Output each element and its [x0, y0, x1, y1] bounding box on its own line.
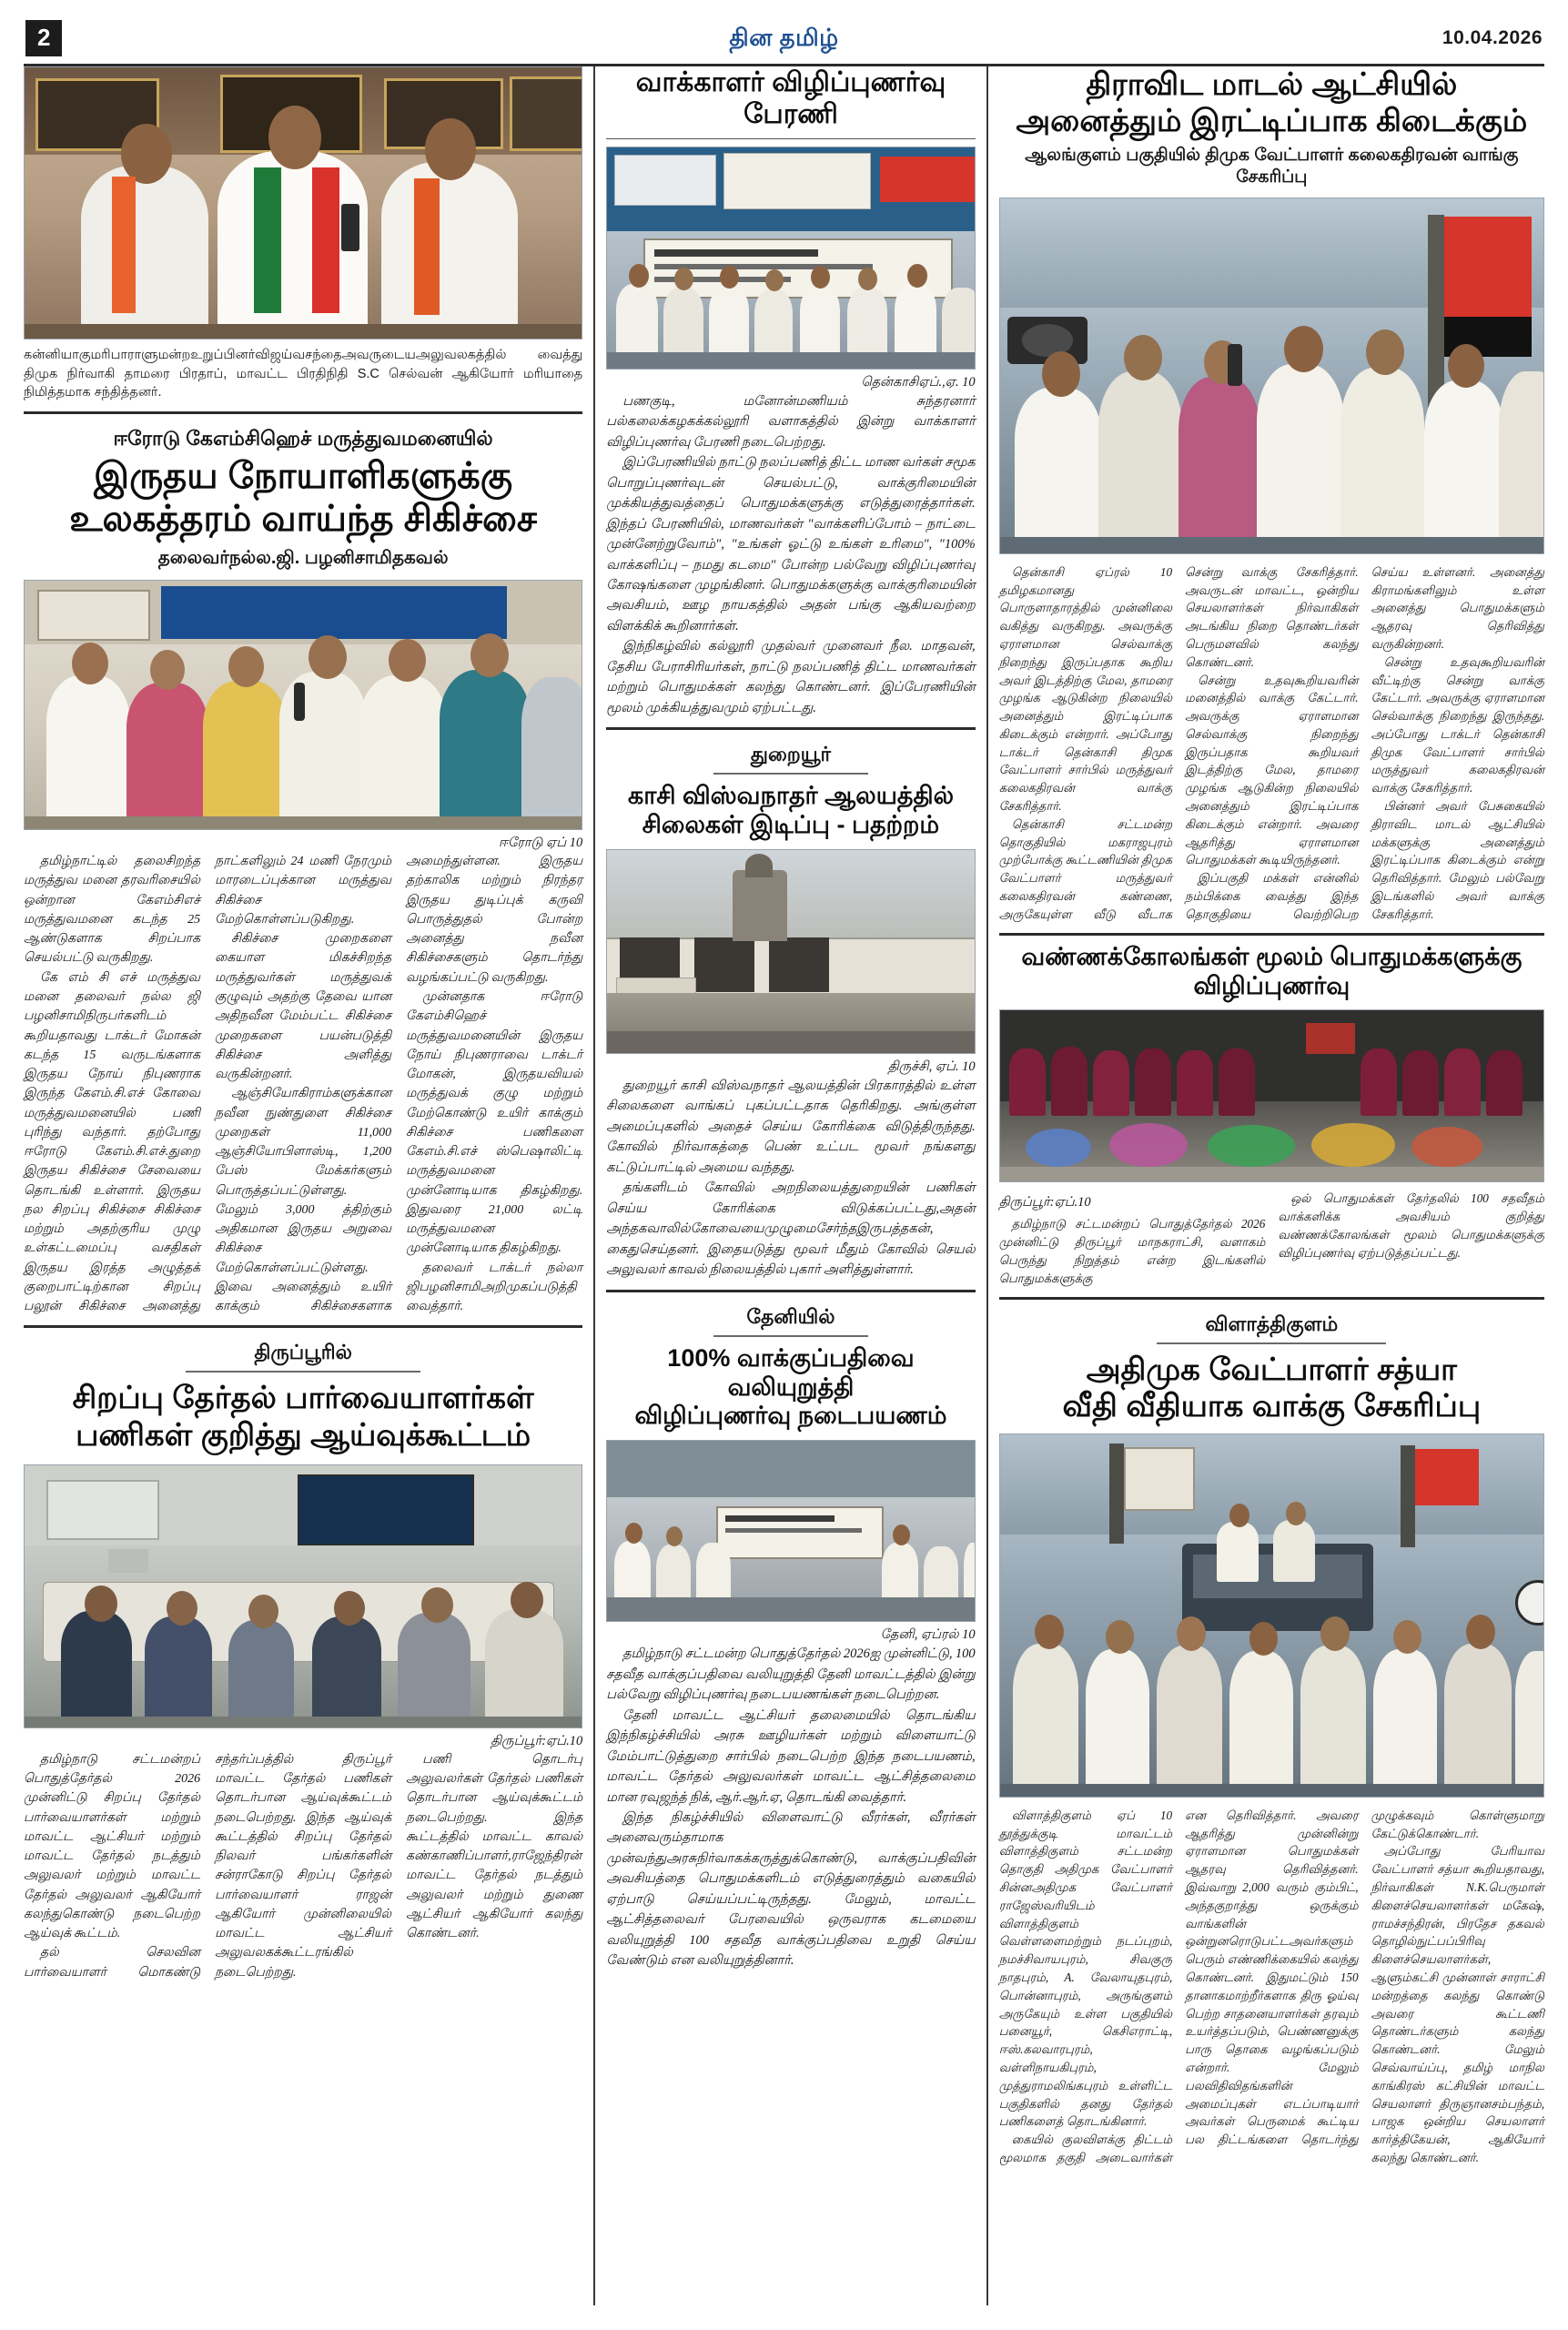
right-article3-headline-line2: வீதி வீதியாக வாக்கு சேகரிப்பு: [1062, 1388, 1482, 1423]
divider: [999, 1297, 1544, 1300]
article-kicker-tiruppur: திருப்பூரில்: [254, 1341, 352, 1364]
article-body-tiruppur: [24, 1750, 582, 1982]
paragraph: சென்று உதவுகூறியவரின் மனைத்தில் வாக்கு கேட்டார். அவருக்கு ஏராளமான செல்வாக்கு நிறைந்து இருப்பதாக கூறியவர் இடத்திற்கு மேல, தாமரை முழங்க ஆடுகின்ற நிலையில் அனைத்தும் இரட்டிப்பாக கிடைக்கும் என்றார். அவரை ஆதரித்து ஏராளமான பொதுமக்கள் கூடியிருந்தனர்.: [1185, 673, 1359, 867]
paragraph: இந்நிகழ்வில் கல்லூரி முதல்வர் முனைவர் நீல. மாதவன், தேசிய பேராசிரியர்கள், நாட்டு நலப்பணித் திட்ட மாணவர்கள் மற்றும் பொதுமக்கள் கலந்து கொண்டனர். இப்பேரணியின் மூலம் முக்கியத்துவமும் ஏற்பட்டது.: [606, 639, 976, 715]
paragraph: சிகிச்சை முறைகளை கையாள மிகச்சிறந்த மருத்துவர்கள் மருத்துவக் குழுவும் அதற்கு தேவை யான அதிநவீன மேம்பட்ட சிகிச்சை முறைகளை பயன்படுத்தி சிகிச்சை அளித்து வருகின்றனர்.: [215, 932, 392, 1082]
mid-article2-body: [606, 1076, 975, 1281]
paragraph: பணகுடி, மனோன்மணியம் சுந்தரனார் பல்கலைக்கழகக்கல்லூரி வளாகத்தில் இன்று வாக்காளர் விழிப்புணர்வு பேரணி நடைபெற்றது.: [606, 393, 976, 450]
divider: [24, 1325, 582, 1328]
kicker-underline: [713, 1335, 868, 1337]
photo-campaign-crowd: [999, 198, 1544, 554]
article-byline: தலைவர்நல்ல.ஜி. பழனிசாமிதகவல்: [157, 548, 449, 569]
mid-article3-kicker: தேனியில்: [746, 1304, 835, 1328]
photo-review-meeting: [24, 1464, 582, 1728]
paragraph: துறையூர் காசி விஸ்வநாதர் ஆலயத்தின் பிரகாரத்தில் உள்ள சிலைகளை வாங்கப் புகப்பட்டதாக தெரிகிறது. அங்குள்ள அமைப்புகளில் அதைச் செய்ய கோரிக்கை விடுத்திருந்தது. கோவில் நிர்வாகத்தை பெண் உட்பட மூவர் நங்களது கட்டுப்பாட்டில் அமைய வந்தது.: [606, 1079, 976, 1175]
paragraph: விளாத்திகுளம் ஏப் 10 தூத்துக்குடி மாவட்டம் விளாத்திகுளம் சட்டமன்ற தொகுதி அதிமுக வேட்பாளர் சின்னஅதிமுக வேட்பாளர் ராஜேஸ்வரியிடம் விளாத்திகுளம் வெள்ளளைமற்றும் நடப்புறம், நமச்சிவாயபுரம், சிவகுரு நாதபுரம், A. வேலாயுதபுரம், பொன்னாபுரம், அருங்குளம் அருகேயும் உள்ள பகுதியில் பனையூர், கெசிஎராட்டி, ஈஸ்.கலவாரபுரம், வள்ளிநாயகிபுரம், முத்துராமலிங்கபுரம் உள்ளிட்ட பகுதிகளில் தனது தேர்தல் பணிகளைத் தொடங்கினார்.: [998, 1808, 1173, 2129]
page-grid: [0, 66, 1568, 2305]
masthead-date: 10.04.2026: [1442, 27, 1543, 48]
mid-article1-dateline: தென்காசிஏப்.,ஏ. 10: [861, 374, 976, 390]
photo-voter-rally: [606, 147, 975, 370]
mid-article1-body: [606, 391, 975, 719]
paragraph: ஆஞ்சியோகிராம்களுக்கான நவீன நுண்துளை சிகிச்சை முறைகள் 11,000 ஆஞ்சியோபிளாஸ்டி, 1,200 பேஸ் மேக்கர்களும் பொருத்தப்பட்டுள்ளது. மேலும் 3,000 த்திற்கும் அதிகமான இருதய அறுவை சிகிச்சை மேற்கொள்ளப்பட்டுள்ளது. இவை அனைத்தும் உயிர் காக்கும் சிகிச்சைகளாக அமைந்துள்ளன. இருதய தற்காலிக மற்றும் நிரந்தர இருதய துடிப்புக் கருவி பொருத்துதல் போன்ற அனைத்து நவீன சிகிச்சைகளும் தொடர்ந்து வழங்கப்பட்டு வருகிறது.: [215, 855, 583, 1314]
photo-temple: [606, 849, 975, 1054]
paragraph: சென்று உதவுகூறியவரின் வீட்டிற்கு சென்று வாக்கு கேட்டார். அவருக்கு ஏராளமான செல்வாக்கு நிறைந்து இருந்தது. அப்போது டாக்டர் தென்காசி திமுக வேட்பாளர் சார்பில் மருத்துவர் கலைகதிரவன் வாக்கு சேகரித்தார்.: [1371, 654, 1544, 795]
mid-article3-dateline: தேனி, ஏப்ரல் 10: [880, 1627, 976, 1643]
article-headline-line2: உலகத்தரம் வாய்ந்த சிகிச்சை: [69, 498, 537, 539]
paragraph: தமிழ்நாடு சட்டமன்றப் பொதுத்தேர்தல் 2026 முன்னிட்டு சிறப்பு தேர்தல் பார்வையாளர்கள் மற்றும் மாவட்ட ஆட்சியர் மற்றும் மாவட்ட தேர்தல் நடத்தும் அலுவலர் மற்றும் மாவட்ட தேர்தல் அலுவலர் ஆகியோர் கலந்துகொண்டு நடைபெற்ற ஆய்வுக் கூட்டம்.: [24, 1752, 201, 1941]
paragraph: பணி தொடர்பு அலுவலர்கள் தேர்தல் பணிகள் தொடர்பான ஆய்வுக்கூட்டம் நடைபெற்றது. இந்த கூட்டத்தில் மாவட்ட காவல் கண்காணிப்பாளர்,ராஜேந்திரன் மாவட்ட தேர்தல் நடத்தும் அலுவலர் மற்றும் துணை ஆட்சியர் ஆகியோர் கலந்து கொண்டனர்.: [406, 1752, 583, 1941]
divider: [606, 727, 975, 730]
paragraph: தென்காசி ஏப்ரல் 10 தமிழகமானது பொருளாதாரத்தில் முன்னிலை வகித்து வருகிறது. அவருக்கு ஏராளமான செல்வாக்கு நிறைந்து இருப்பதாக கூறிய அவர் இடத்திற்கு மேல, தாமரை முழங்க ஆடுகின்ற நிலையில் அனைத்தும் இரட்டிப்பாக கிடைக்கும் என்றார். அப்போது டாக்டர் தென்காசி திமுக வேட்பாளர் சார்பில் மருத்துவர் கலைகதிரவன் வாக்கு சேகரித்தார்.: [998, 564, 1173, 814]
kicker-underline: [713, 773, 868, 775]
paragraph: தமிழ்நாட்டில் தலைசிறந்த மருத்துவ மனை தரவரிசையில் ஒன்றான கேஎம்சிஎச் மருத்துவமனை கடந்த 25 ஆண்டுகளாக சிறப்பாக செயல்பட்டு வருகிறது.: [24, 855, 201, 966]
paragraph: கே எம் சி எச் மருத்துவ மனை தலைவர் நல்ல ஜி பழனிசாமிநிருபர்களிடம் கூறியதாவது டாக்டர் மோகன் கடந்த 15 வருடங்களாக இருதய நோய் நிபுணராக இருந்த கேஎம்.சி.எச் கோவை மருத்துவமனையில் பணி புரிந்து வந்தார். தற்போது ஈரோடு கேஎம்.சி.எச்.துறை இருதய சிகிச்சை சேவையை தொடங்கி உள்ளார். இருதய நல சிறப்பு சிகிச்சை சிகிச்சை மற்றும் அதற்குரிய முழு உள்கட்டமைப்பு வசதிகள் இருதய இரத்த அழுத்தக் குறைபாட்டிற்கான சிறப்பு பலூன் சிகிச்சை அனைத்து நாட்களிலும் 24 மணி நேரமும் மாரடைப்புக்கான மருத்துவ சிகிச்சை மேற்கொள்ளப்படுகிறது.: [24, 855, 392, 1314]
paragraph: தமிழ்நாடு சட்டமன்றப் பொதுத்தேர்தல் 2026 முன்னிட்டு திருப்பூர் மாநகராட்சி, வளாகம் பெருந்து நிறுத்தம் என்ற இடங்களில் பொதுமக்களுக்கு: [998, 1217, 1266, 1285]
right-column: [988, 66, 1544, 2305]
paragraph: தமிழ்நாடு சட்டமன்ற பொதுத்தேர்தல் 2026ஐ முன்னிட்டு, 100 சதவீத வாக்குப்பதிவை வலியுறுத்தி தேனி மாவட்டத்தில் இன்று பல்வேறு விழிப்புணர்வு நடைபயணங்கள் நடைபெற்றன.: [606, 1646, 976, 1703]
right-article3-kicker: விளாத்திகுளம்: [1205, 1312, 1339, 1335]
paragraph: ஒல் பொதுமக்கள் தேர்தலில் 100 சதவீதம் வாக்களிக்க அவசியம் குறித்து வண்ணக்கோலங்கள் மூலம் பொதுமக்களுக்கு விழிப்புணர்வு ஏற்படுத்தப்பட்டது.: [1278, 1191, 1544, 1260]
divider: [606, 138, 975, 139]
article-body-erode: [24, 852, 582, 1316]
paragraph: அப்போது பேரியாவ வேட்பாளர் சத்யா கூறியதாவது, நிர்வாகிகள் N.K.பெருமாள் கிளைச்செயலாளர்கள் மகேஷ், ராமச்சந்திரன், பிரதேச தகவல் தொழில்நுட்பப்பிரிவு கிளைச்செயலாளர்கள், ஆளும்கட்சி முன்னாள் சாராட்சி மன்றத்தை கலந்து கொண்டு அவரை கூட்டணி தொண்டர்களும் கலந்து கொண்டனர். மேலும் செவ்வாய்ப்பு, தமிழ் மாநில காங்கிரஸ் கட்சியின் மாவட்ட செயலாளர் திருஞானசம்பந்தம், பாஜக ஒன்றிய செயலாளர் கார்த்திகேயன், ஆகியோர் கலந்து கொண்டனர்.: [1371, 1844, 1544, 2164]
photo-mp-meeting: [24, 66, 582, 339]
kicker-underline: [1157, 1342, 1386, 1344]
masthead-title: தின தமிழ்: [729, 24, 839, 51]
photo-admk-campaign: [999, 1433, 1544, 1798]
mid-article2-dateline: திருச்சி, ஏப். 10: [887, 1059, 976, 1074]
divider: [24, 411, 582, 414]
right-article1-subhead: ஆலங்குளம் பகுதியில் திமுக வேட்பாளர் கலைகதிரவன் வாங்கு சேகரிப்பு: [1025, 146, 1519, 187]
photo-caption-mp-meeting: கன்னியாகுமரிபாராளுமன்றஉறுப்பினர்விஜய்வசந்தைஅவருடையஅலுவலகத்தில் வைத்து திமுக நிர்வாகி தாமரை பிரதாப், மாவட்ட பிரதிநிதி S.C செல்வன் ஆகியோர் மரியாதை நிமித்தமாக சந்தித்தனர்.: [24, 348, 583, 400]
paragraph: தலைவர் டாக்டர் நல்லா ஜிபழனிசாமிஅறிமுகப்படுத்தி வைத்தார்.: [406, 1261, 583, 1314]
kicker-underline: [186, 1371, 420, 1373]
article-headline-line1: சிறப்பு தேர்தல் பார்வையாளர்கள்: [72, 1381, 534, 1416]
paragraph: தேனி மாவட்ட ஆட்சியர் தலைமையில் தொடங்கிய இந்நிகழ்ச்சியில் அரசு ஊழியர்கள் மற்றும் விளையாட்டு மேம்பாட்டுத்துறை சார்பில் நடைபெற்ற இந்த நடைபயணம், மாவட்ட தேர்தல் அலுவலர்கள் மாவட்ட ஆட்சித்தலைமை மான ரவுஜந்த் நிக், ஆர்.ஆர்.ஏ, தொடங்கி வைத்தார்.: [606, 1707, 976, 1805]
right-article2-headline: வண்ணக்கோலங்கள் மூலம் பொதுமக்களுக்கு விழிப்புணர்வு: [1021, 942, 1522, 999]
mid-article2-headline-line1: காசி விஸ்வநாதர் ஆலயத்தில்: [627, 782, 954, 810]
mid-article3-headline-line2: விழிப்புணர்வு நடைபயணம்: [634, 1402, 947, 1430]
article-kicker-erode: ஈரோடு கேஎம்சிஹெச் மருத்துவமனையில்: [113, 426, 493, 450]
mid-article3-headline-line1: 100% வாக்குப்பதிவை வலியுறுத்தி: [667, 1343, 915, 1401]
mid-article1-headline: வாக்காளர் விழிப்புணர்வு பேரணி: [635, 67, 946, 130]
paragraph: கையில் குலவிளக்கு திட்டம் மூலமாக தகுதி அடைவார்கள் என தெரிவித்தார். அவரை ஆதரித்து முன்னின்று ஏராளமான பொதுமக்கள் ஆதரவு தெரிவித்தனர். இவ்வாறு 2,000 வரும் கும்பிட், அந்தகுறாத்து ஒருக்கும் வாங்களின் ஒன்றுனரொடுபட்டஅவர்களும் பெரும் எண்ணிக்கையில் கலந்து கொண்டனர். இதுமட்டும் 150 தானாகமாற்றீர்களாக திரு ஓய்வு பெற்ற சாதனையாளர்கள் தரவும் உயர்த்தப்படும், பெண்ணனுக்கு பாரு தொகை வழங்கப்படும் என்றார். மேலும் பலவிதிவிதங்களின் அமைப்புகள் எடப்பாடியார் அவர்கள் பெருமைக் கூட்டிய பல திட்டங்களை தொடர்ந்து முழுக்கவும் கொள்ளுமாறு கேட்டுக்கொண்டார்.: [998, 1808, 1544, 2164]
paragraph: பின்னர் அவர் பேசுகையில் திராவிட மாடல் ஆட்சியில் மக்களுக்கு அனைத்தும் இரட்டிப்பாக கிடைக்கும் என்று தெரிவித்தார். மேலும் பல்வேறு இடங்களில் அவர் வாக்கு சேகரித்தார்.: [1371, 799, 1544, 921]
left-column: [24, 66, 593, 2305]
article-dateline-tiruppur: திருப்பூர்:ஏப்.10: [491, 1733, 583, 1748]
right-article3-headline-line1: அதிமுக வேட்பாளர் சத்யா: [1086, 1352, 1457, 1387]
middle-column: [593, 66, 987, 2305]
mid-article3-body: [606, 1644, 975, 1971]
divider: [606, 1290, 975, 1292]
right-article1-headline-line1: திராவிட மாடல் ஆட்சியில்: [1086, 67, 1458, 102]
right-article1-headline-line2: அனைத்தும் இரட்டிப்பாக கிடைக்கும்: [1016, 104, 1528, 139]
article-headline-line2: பணிகள் குறித்து ஆய்வுக்கூட்டம்: [76, 1417, 531, 1453]
right-article2-dateline: திருப்பூர்:ஏப்.10: [998, 1195, 1091, 1211]
paragraph: தல் செலவின பார்வையாளர் மொகண்டு சந்தர்ப்பத்தில் திருப்பூர் மாவட்ட தேர்தல் பணிகள் தொடர்பான ஆய்வுக்கூட்டம் நடைபெற்றது. இந்த ஆய்வுக் கூட்டத்தில் சிறப்பு தேர்தல் நிலவர் பங்கர்களின் சன்ராகோடு சிறப்பு தேர்தல் பார்வையாளர் ராஜன் ஆகியோர் முன்னிலையில் மாவட்ட ஆட்சியர் அலுவலகக்கூட்டரங்கில் நடைபெற்றது.: [24, 1752, 392, 1980]
paragraph: இப்பகுதி மக்கள் என்னில் நம்பிக்கை வைத்து இந்த தொகுதியை வெற்றிபெற செய்ய உள்ளனர். அனைத்து கிராமங்களிலும் உள்ள அனைத்து பொதுமக்களும் ஆதரவு தெரிவித்து வருகின்றனர்.: [1185, 564, 1544, 921]
photo-rangoli: [999, 1009, 1544, 1182]
mid-article2-headline-line2: சிலைகள் இடிப்பு - பதற்றம்: [642, 811, 940, 839]
mid-article2-kicker: துறையூர்: [750, 743, 832, 766]
right-article3-body: [999, 1807, 1544, 2167]
paragraph: தென்காசி சட்டமன்ற தொகுதியில் மகராஜபுரம் முற்போக்கு கூட்டணியின் திமுக வேட்பாளர் மருத்துவர் கலைகதிரவன் கண்ணை, அருகேயுள்ள வீடு வீடாக சென்று வாக்கு சேகரித்தார். அவருடன் மாவட்ட, ஒன்றிய செயலாளர்கள் நிர்வாகிகள் அடங்கிய நிறை தொண்டர்கள் பெருமளவில் கலந்து கொண்டனர்.: [998, 564, 1359, 921]
masthead: [0, 0, 1568, 56]
divider: [999, 933, 1544, 936]
page-number: 2: [25, 20, 62, 56]
article-dateline-erode: ஈரோடு ஏப் 10: [498, 836, 583, 851]
photo-walkathon: [606, 1440, 975, 1622]
paragraph: தங்களிடம் கோவில் அறநிலையத்துறையின் பணிகள் செய்ய கோரிக்கை விடுக்கப்பட்டது,அதன் அந்தகவாலில்கோவையைமுழுமைசேர்ந்தஇருபத்தகன், கைதுசெய்தனர். இதையடுத்து மூவர் மீதும் கோவில் செயல் அலுவலர் காவல் நிலையத்தில் புகார் அளித்துள்ளார்.: [606, 1180, 976, 1278]
right-article1-body: [999, 563, 1544, 924]
article-headline-line1: இருதய நோயாளிகளுக்கு: [94, 455, 513, 496]
paragraph: முன்னதாக ஈரோடு கேஎம்சிஹெச் மருத்துவமனையின் இருதய நோய் நிபுணராவை டாக்டர் மோகன், இருதயவியல் மருத்துவக் குழு மற்றும் மேற்கொண்டு உயிர் காக்கும் சிகிச்சை பணிகளை கேஎம்.சி.எச் ஸ்பெஷாலிட்டி மருத்துவமனை முன்னோடியாக திகழ்கிறது. இதுவரை 21,000 லட்டி மருத்துவமனை முன்னோடியாக திகழ்கிறது.: [406, 989, 583, 1256]
photo-hospital-team: [24, 580, 582, 830]
paragraph: இந்த நிகழ்ச்சியில் விளைவாட்டு வீரர்கள், வீரர்கள் அனைவரும்தாமாக முன்வந்துஅரசுநிர்வாகக்கருத்துக்கொண்டு, வாக்குப்பதிவின் அவசியத்தை பொதுமக்களிடம் எடுத்துரைத்தும் வகையில் ஏற்பாடு செய்யப்பட்டிருந்தது. மேலும், மாவட்ட ஆட்சித்தலைவர் பேரவையில் ஒருவராக கடமையை வலியுறுத்தி 100 சதவீத வாக்குப்பதிவை உறுதி செய்ய வேண்டும் என வலியுறுத்தினார்.: [606, 1810, 976, 1969]
paragraph: இப்பேரணியில் நாட்டு நலப்பணித் திட்ட மாண வர்கள் சமூக பொறுப்புணர்வுடன் செயல்பட்டு, வாக்குரிமையின் முக்கியத்துவத்தைப் பொதுமக்களுக்கு எடுத்துரைத்தார்கள். இந்தப் பேரணியில், மாணவர்கள் "வாக்களிப்போம் – நாட்டை முன்னேற்றுவோம்", "உங்கள் ஓட்டு உங்கள் உரிமை", "100% வாக்களிப்பு – நமது கடமை" போன்ற பல்வேறு விழிப்புணர்வு கோஷங்களை முழங்கினர். பொதுமக்களுக்கு வாக்குரிமையின் அவசியம், ஊழ நாயகத்தில் அதன் பங்கு ஆகியவற்றை விளக்கிக் கூறினார்கள்.: [606, 455, 976, 633]
